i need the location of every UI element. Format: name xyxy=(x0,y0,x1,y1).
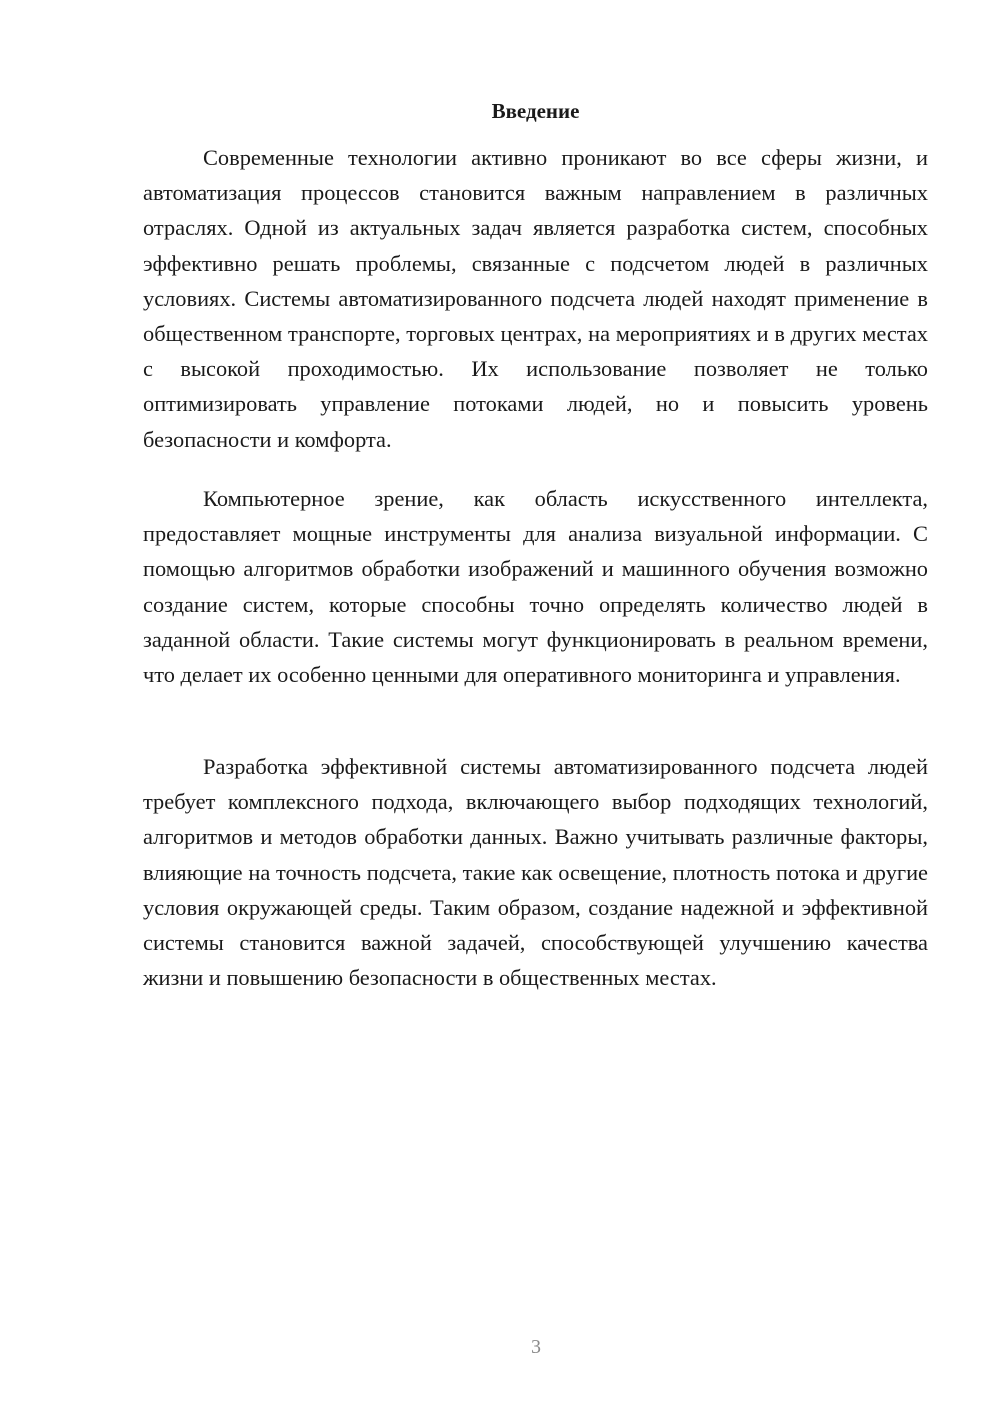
section-heading: Введение xyxy=(491,99,580,123)
paragraph-3: Разработка эффективной системы автоматизированного подсчета людей требует комплексного подхода, включающего выбор подходящих технологий, алгоритмов и методов обработки данных. Важно учитывать различные факторы, влияющие на точность подсчета, такие как освещение, плотность потока и другие условия окружающей среды. Таким образом, создание надежной и эффективной системы становится важной задачей, способствующей улучшению качества жизни и повышению безопасности в общественных местах. xyxy=(143,754,928,991)
page-number: 3 xyxy=(531,1336,541,1358)
paragraph-1: Современные технологии активно проникают во все сферы жизни, и автоматизация процессов становится важным направлением в различных отраслях. Одной из актуальных задач является разработка систем, способных эффективно решать проблемы, связанные с подсчетом людей в различных условиях. Системы автоматизированного подсчета людей находят применение в общественном транспорте, торговых центрах, на мероприятиях и в других местах с высокой проходимостью. Их использование позволяет не только оптимизировать управление потоками людей, но и повысить уровень безопасности и комфорта. xyxy=(143,145,928,452)
paragraph-2: Компьютерное зрение, как область искусственного интеллекта, предоставляет мощные инструменты для анализа визуальной информации. С помощью алгоритмов обработки изображений и машинного обучения возможно создание систем, которые способны точно определять количество людей в заданной области. Такие системы могут функционировать в реальном времени, что делает их особенно ценными для оперативного мониторинга и управления. xyxy=(143,486,928,688)
